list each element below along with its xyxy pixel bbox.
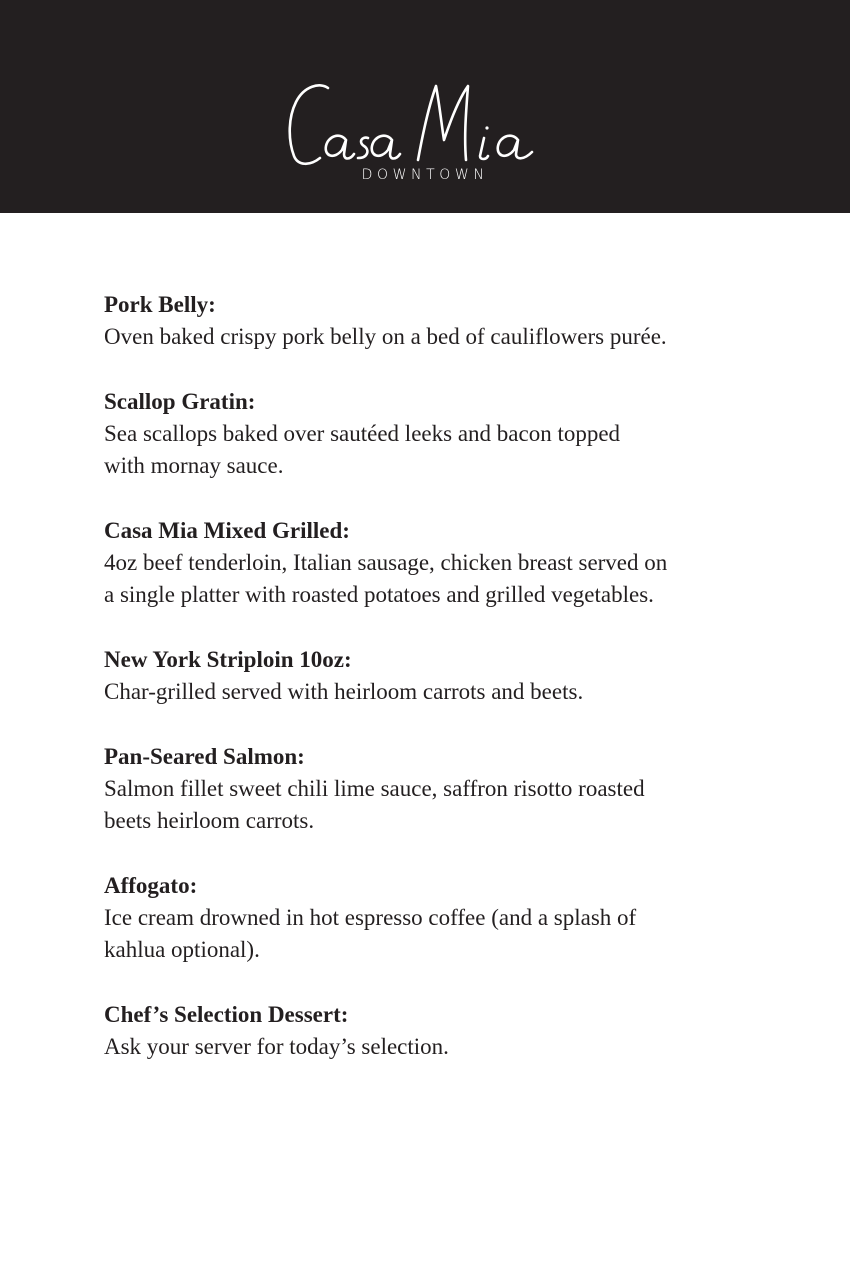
menu-item-salmon bbox=[104, 741, 784, 837]
menu-item-name: Pork Belly: bbox=[104, 292, 216, 317]
casa-mia-logo bbox=[280, 78, 570, 188]
menu-item-description: Oven baked crispy pork belly on a bed of cauliflowers purée. bbox=[104, 324, 667, 349]
menu-item-pork-belly bbox=[104, 289, 784, 353]
menu-list bbox=[104, 289, 784, 1096]
menu-item-name: New York Striploin 10oz: bbox=[104, 647, 352, 672]
menu-item-chefs-dessert bbox=[104, 999, 784, 1063]
menu-item-striploin bbox=[104, 644, 784, 708]
menu-item-description: Sea scallops baked over sautéed leeks and bacon topped with mornay sauce. bbox=[104, 421, 621, 478]
logo-subtitle: DOWNTOWN bbox=[361, 167, 489, 183]
casa-mia-script-logo-icon bbox=[280, 78, 570, 168]
menu-item-description: Char-grilled served with heirloom carrots and beets. bbox=[104, 679, 584, 704]
menu-item-name: Casa Mia Mixed Grilled: bbox=[104, 518, 350, 543]
menu-item-name: Chef’s Selection Dessert: bbox=[104, 1002, 349, 1027]
menu-item-mixed-grilled bbox=[104, 515, 784, 611]
menu-item-scallop-gratin bbox=[104, 386, 784, 482]
header-banner bbox=[0, 0, 850, 213]
menu-item-name: Affogato: bbox=[104, 873, 198, 898]
menu-item-description: Ask your server for today’s selection. bbox=[104, 1034, 449, 1059]
menu-item-name: Scallop Gratin: bbox=[104, 389, 256, 414]
menu-item-description: Ice cream drowned in hot espresso coffee (and a splash of kahlua optional). bbox=[104, 905, 637, 962]
menu-item-description: Salmon fillet sweet chili lime sauce, saffron risotto roasted beets heirloom carrots. bbox=[104, 776, 645, 833]
menu-item-description: 4oz beef tenderloin, Italian sausage, chicken breast served on a single platter with roasted potatoes and grilled vegetables. bbox=[104, 550, 668, 607]
menu-item-affogato bbox=[104, 870, 784, 966]
menu-item-name: Pan-Seared Salmon: bbox=[104, 744, 305, 769]
